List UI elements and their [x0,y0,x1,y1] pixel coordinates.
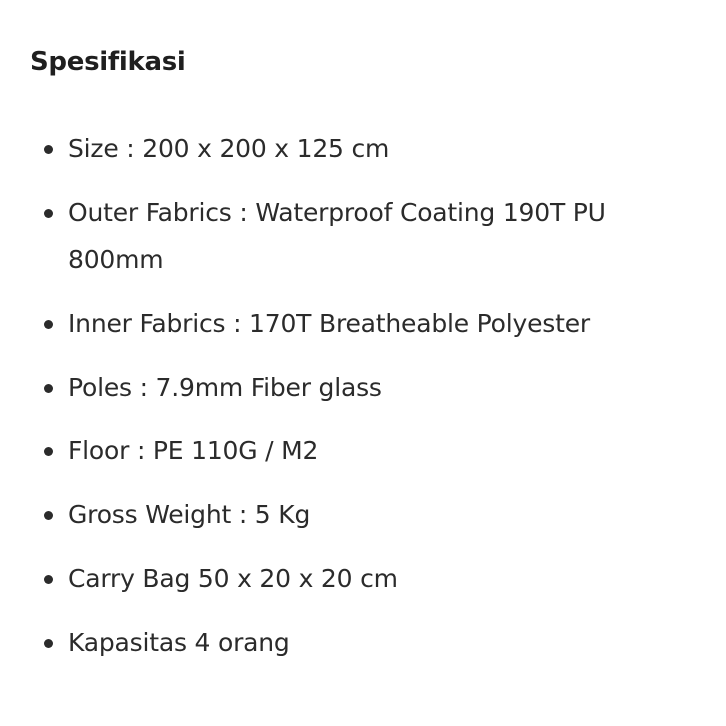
list-item-carry-bag [44,555,684,602]
list-item-text: Poles : 7.9mm Fiber glass [68,373,382,402]
bullet-icon [44,209,53,218]
list-item-text: Kapasitas 4 orang [68,628,290,657]
list-item-capacity [44,619,684,666]
bullet-icon [44,384,53,393]
list-item-outer-fabrics [44,189,684,283]
list-item-text: Size : 200 x 200 x 125 cm [68,134,390,163]
list-item-floor [44,427,684,474]
list-item-text: Carry Bag 50 x 20 x 20 cm [68,564,398,593]
bullet-icon [44,447,53,456]
list-item-gross-weight [44,491,684,538]
bullet-icon [44,145,53,154]
bullet-icon [44,575,53,584]
list-item-text: Inner Fabrics : 170T Breatheable Polyester [68,309,590,338]
list-item-text: Outer Fabrics : Waterproof Coating 190T PU 800mm [68,198,606,274]
bullet-icon [44,511,53,520]
list-item-text: Gross Weight : 5 Kg [68,500,311,529]
list-item-inner-fabrics [44,300,684,347]
bullet-icon [44,320,53,329]
list-item-text: Floor : PE 110G / M2 [68,436,319,465]
list-item-size [44,125,684,172]
list-item-poles [44,364,684,411]
bullet-icon [44,639,53,648]
section-title: Spesifikasi [30,47,186,77]
